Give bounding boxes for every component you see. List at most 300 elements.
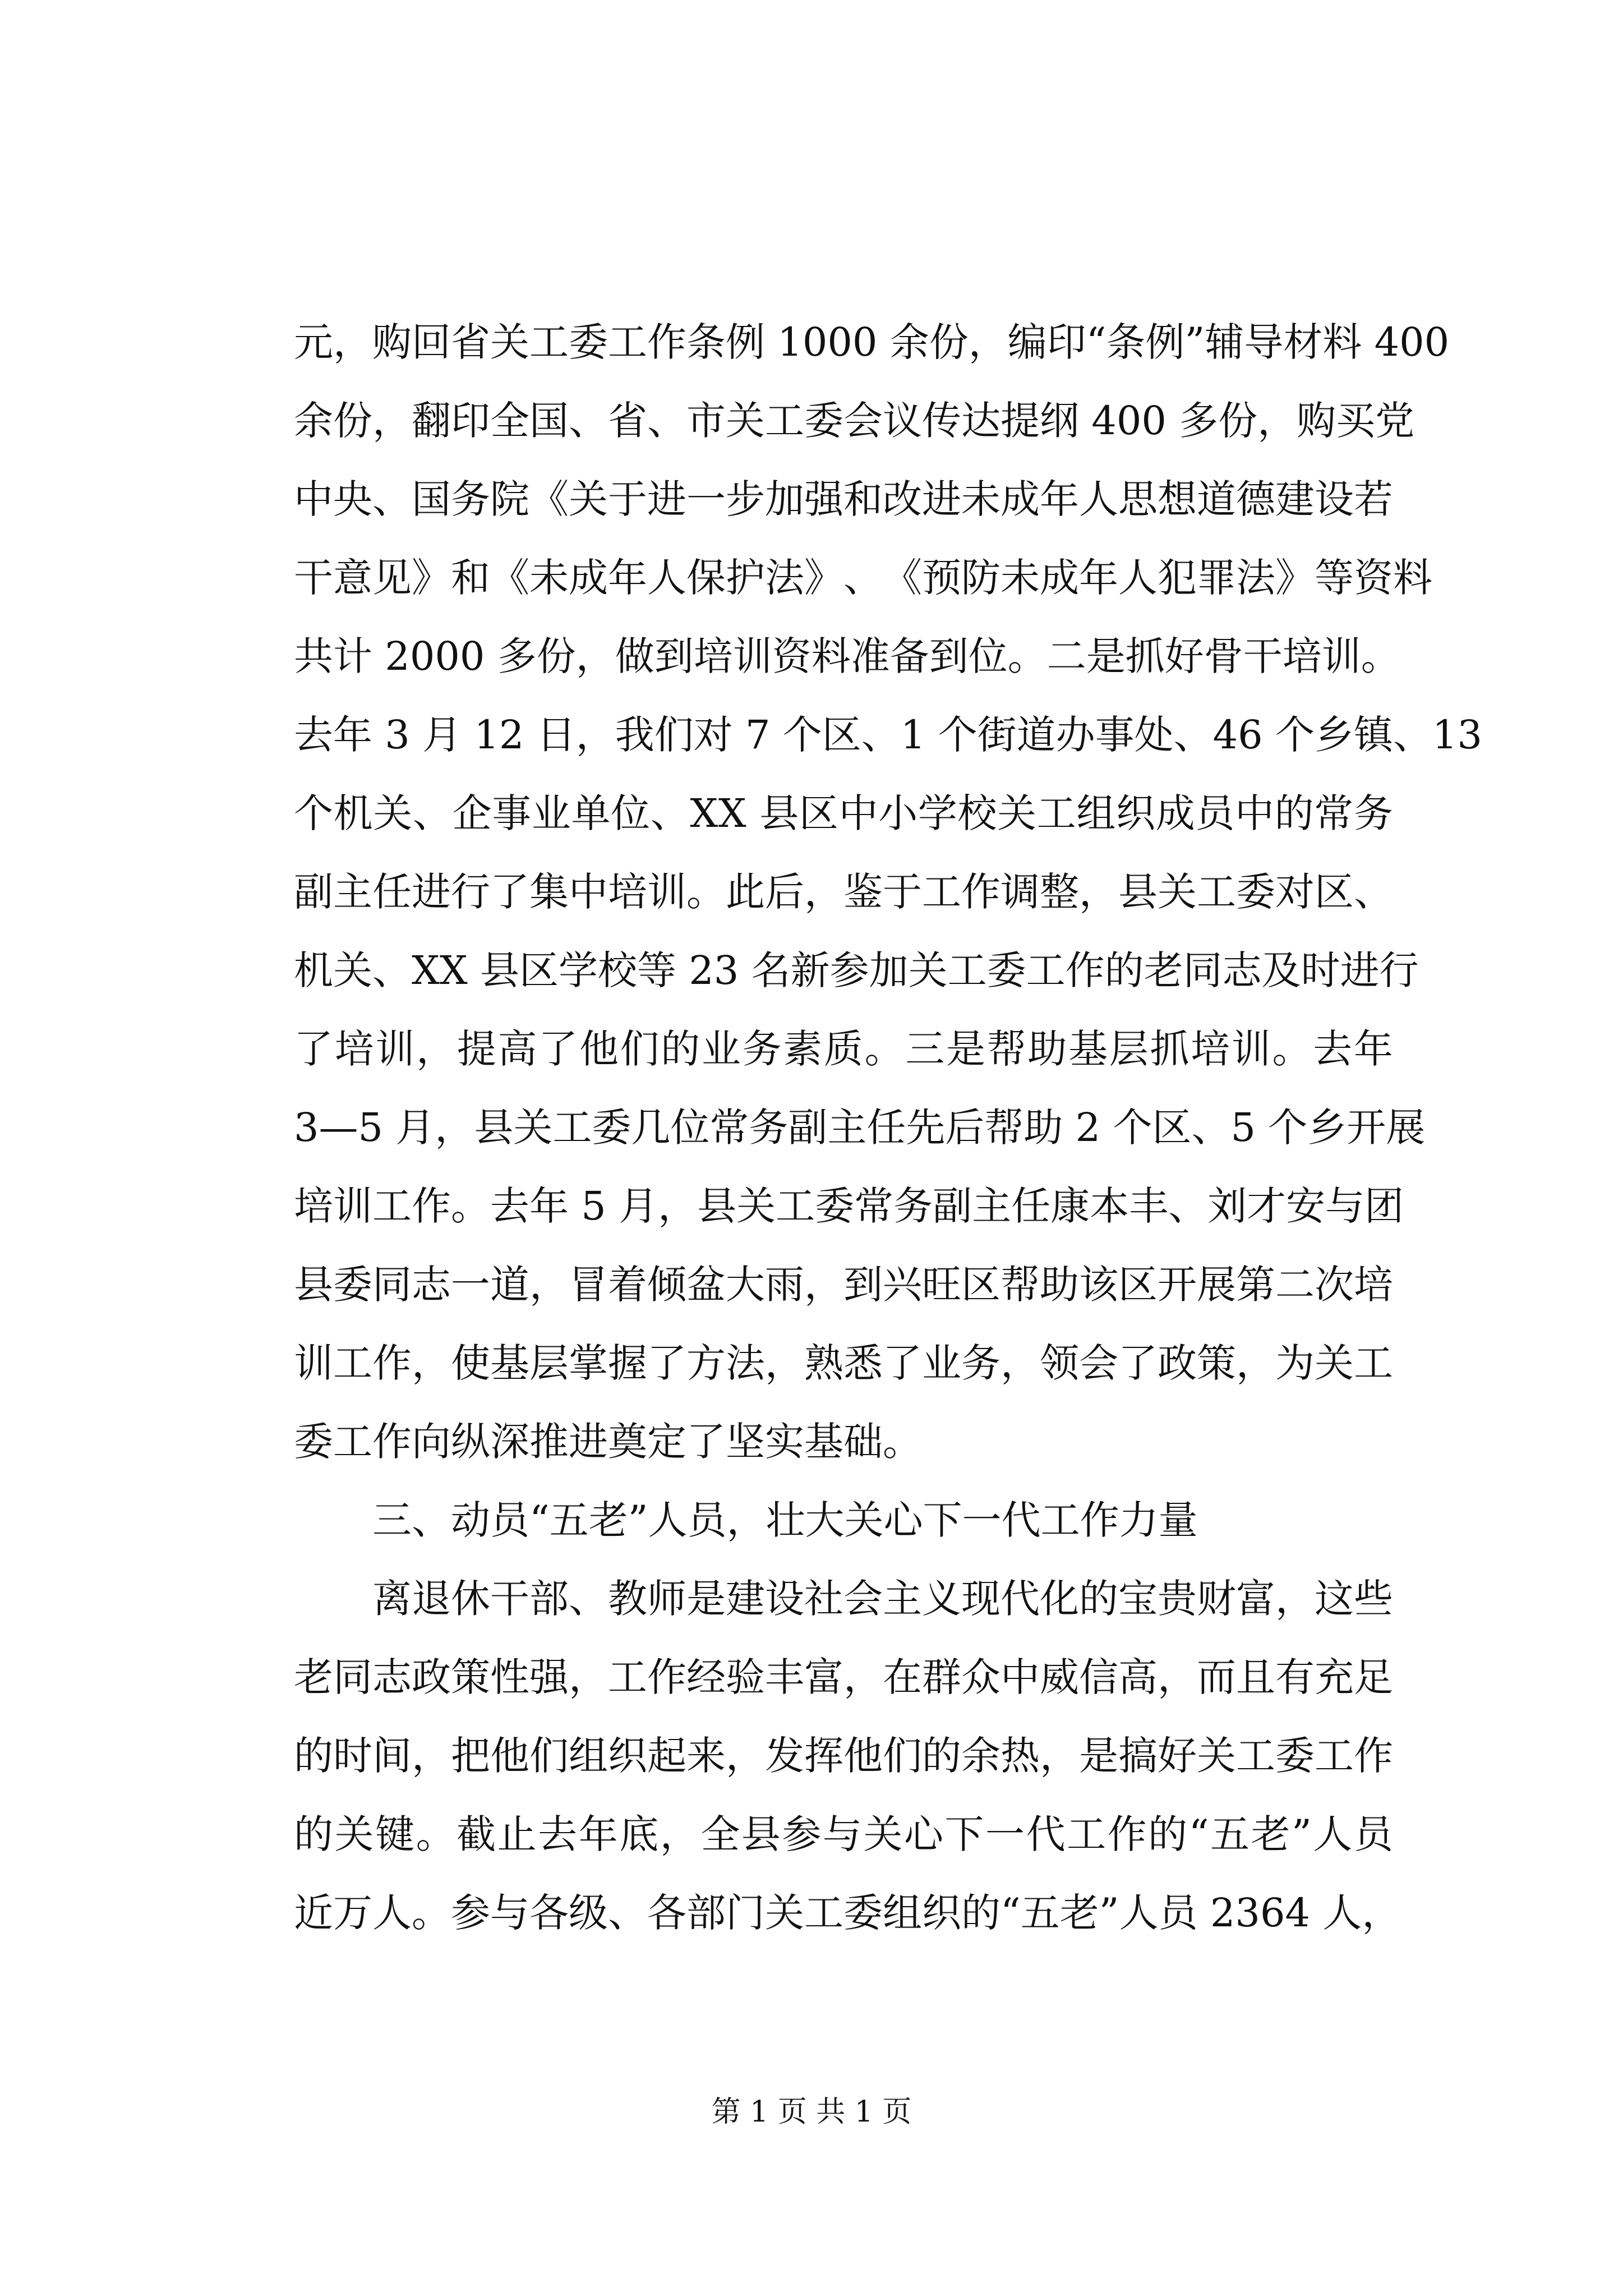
- text-char: 政: [412, 1654, 451, 1700]
- text-char: 万: [333, 1890, 372, 1936]
- text-char: 人: [1118, 555, 1158, 601]
- text-char: 且: [1236, 1654, 1275, 1700]
- text-char: 份: [333, 398, 372, 444]
- text-char: 乡: [1314, 712, 1354, 758]
- text-char: 基: [490, 1340, 529, 1386]
- text-char: 搞: [1118, 1733, 1158, 1779]
- text-char: 了: [647, 1340, 686, 1386]
- text-char: 中: [1000, 1654, 1040, 1700]
- text-char: 的: [961, 1890, 1000, 1936]
- text-char: 教: [608, 1576, 647, 1622]
- text-char: 设: [1315, 476, 1354, 522]
- text-char: 。: [416, 1811, 455, 1857]
- text-char: 关: [1197, 1733, 1236, 1779]
- text-char: 训: [375, 1026, 415, 1072]
- text-char: 加: [765, 476, 804, 522]
- text-char: 足: [1354, 1654, 1393, 1700]
- text-char: [410, 696, 422, 774]
- text-char: 3: [713, 947, 739, 993]
- text-char: 委: [1275, 1733, 1315, 1779]
- text-char: 鉴: [843, 869, 883, 915]
- text-char: 国: [529, 398, 569, 444]
- text-char: 强: [804, 476, 843, 522]
- text-char: 企: [452, 790, 492, 836]
- text-char: 把: [451, 1733, 490, 1779]
- text-char: 议: [883, 398, 922, 444]
- text-char: 机: [294, 947, 333, 993]
- text-char: 在: [883, 1654, 922, 1700]
- text-char: 的: [294, 1733, 333, 1779]
- text-char: 老: [294, 1654, 333, 1700]
- text-char: 参: [829, 947, 869, 993]
- text-char: “: [1086, 319, 1106, 365]
- text-char: 料: [1322, 319, 1362, 365]
- text-char: 例: [1145, 319, 1185, 365]
- text-char: 性: [490, 1654, 529, 1700]
- text-char: 预: [922, 555, 961, 601]
- text-char: 调: [1000, 869, 1040, 915]
- text-char: [925, 696, 938, 774]
- text-char: 下: [944, 1811, 984, 1857]
- text-char: 志: [412, 1262, 451, 1308]
- text-char: 0: [409, 633, 435, 679]
- text-char: 。: [1361, 633, 1400, 679]
- text-char: 关: [765, 1890, 804, 1936]
- text-char: 步: [726, 476, 765, 522]
- text-char: 。: [451, 1183, 490, 1229]
- text-char: 员: [1195, 790, 1235, 836]
- text-char: 大: [726, 1262, 765, 1308]
- text-char: 罪: [1197, 555, 1236, 601]
- text-char: 区: [799, 790, 838, 836]
- text-char: 训: [1321, 633, 1361, 679]
- text-line-15: 委工作向纵深推进奠定了坚实基础。: [294, 1419, 922, 1465]
- text-char: 县: [741, 1811, 781, 1857]
- text-char: 时: [333, 1733, 372, 1779]
- text-line-18: [294, 1638, 1393, 1717]
- text-char: 若: [1354, 476, 1393, 522]
- text-char: 份: [929, 319, 969, 365]
- text-char: 月: [619, 1183, 658, 1229]
- text-char: 刘: [1207, 1183, 1247, 1229]
- page-footer: 第 1 页 共 1 页: [711, 2095, 912, 2129]
- text-char: 关: [1315, 1340, 1354, 1386]
- text-char: 先: [906, 1105, 946, 1151]
- text-char: 才: [1247, 1183, 1287, 1229]
- text-char: ，: [372, 398, 412, 444]
- text-char: 县: [474, 1105, 514, 1151]
- text-char: 到: [654, 633, 694, 679]
- text-char: [1263, 696, 1275, 774]
- text-char: 关: [726, 398, 765, 444]
- text-char: 基: [1068, 1026, 1108, 1072]
- text-char: 业: [701, 1026, 741, 1072]
- text-char: 有: [1275, 1654, 1315, 1700]
- text-char: 任: [372, 869, 412, 915]
- text-char: 关: [513, 1105, 553, 1151]
- text-char: 常: [709, 1105, 749, 1151]
- text-char: 工: [552, 1105, 592, 1151]
- text-char: 印: [451, 398, 490, 444]
- text-char: 层: [529, 1340, 569, 1386]
- text-char: 5: [1230, 1105, 1256, 1151]
- text-char: 、: [1173, 712, 1213, 758]
- document-body: [294, 303, 1483, 1952]
- text-char: 委: [843, 1890, 883, 1936]
- text-char: ，: [968, 319, 1008, 365]
- text-char: 代: [1000, 1576, 1040, 1622]
- text-char: 6: [1238, 712, 1263, 758]
- text-char: [1362, 303, 1374, 381]
- text-char: 购: [372, 319, 412, 365]
- text-char: 富: [1236, 1576, 1275, 1622]
- text-char: 团: [1364, 1183, 1404, 1229]
- text-char: 名: [751, 947, 791, 993]
- text-char: 委: [815, 1183, 855, 1229]
- text-char: 关: [863, 1811, 903, 1857]
- text-char: 购: [1297, 398, 1336, 444]
- text-char: 余: [294, 398, 333, 444]
- text-char: 工: [1067, 1811, 1106, 1857]
- text-char: 校: [597, 947, 637, 993]
- text-char: 威: [1040, 1654, 1079, 1700]
- text-char: 全: [700, 1811, 740, 1857]
- text-char: 0: [827, 319, 852, 365]
- text-char: 工: [1354, 1340, 1393, 1386]
- text-char: 的: [922, 1733, 961, 1779]
- text-char: 委: [333, 1262, 372, 1308]
- text-char: 、: [1393, 712, 1432, 758]
- text-char: 工: [333, 1340, 372, 1386]
- text-char: 素: [783, 1026, 823, 1072]
- text-line-19: [294, 1717, 1393, 1795]
- text-char: 的: [1274, 790, 1314, 836]
- text-line-10: [294, 1010, 1393, 1088]
- text-char: 主: [883, 1576, 922, 1622]
- text-char: 工: [608, 319, 647, 365]
- text-char: 条: [686, 319, 726, 365]
- text-char: 到: [843, 1262, 883, 1308]
- text-char: 县: [294, 1262, 333, 1308]
- text-char: 导: [1244, 319, 1284, 365]
- text-char: 培: [608, 869, 647, 915]
- text-char: 员: [1158, 1890, 1198, 1936]
- text-char: 是: [1086, 633, 1126, 679]
- text-char: 、: [372, 947, 412, 993]
- text-char: 领: [1040, 1340, 1079, 1386]
- text-char: 训: [647, 869, 686, 915]
- text-char: 充: [1315, 1654, 1354, 1700]
- text-char: 副: [788, 1105, 828, 1151]
- text-char: 员: [1353, 1811, 1393, 1857]
- text-char: 是: [686, 1576, 726, 1622]
- text-char: 经: [686, 1654, 726, 1700]
- text-char: 个: [782, 712, 822, 758]
- text-char: 骨: [1204, 633, 1243, 679]
- text-char: [746, 774, 759, 853]
- text-char: 未: [529, 555, 569, 601]
- text-char: 印: [1046, 319, 1086, 365]
- text-char: 到: [929, 633, 969, 679]
- text-char: 0: [1116, 398, 1142, 444]
- text-char: 帮: [986, 1026, 1026, 1072]
- text-char: 间: [372, 1733, 412, 1779]
- text-char: 保: [686, 555, 726, 601]
- text-char: 2: [689, 947, 714, 993]
- text-char: 0: [435, 633, 460, 679]
- text-char: 工: [1236, 1733, 1275, 1779]
- text-char: 副: [933, 1183, 972, 1229]
- text-line-11: [294, 1088, 1426, 1167]
- text-char: 几: [631, 1105, 671, 1151]
- text-char: 区: [1315, 869, 1354, 915]
- text-char: 进: [412, 869, 451, 915]
- text-char: [1310, 1874, 1322, 1952]
- text-char: 关: [1158, 869, 1197, 915]
- text-char: 老: [1059, 1890, 1099, 1936]
- text-char: 去: [490, 1183, 529, 1229]
- text-char: 此: [726, 869, 765, 915]
- text-char: 级: [569, 1890, 608, 1936]
- text-char: 是: [946, 1026, 985, 1072]
- text-char: 参: [451, 1890, 490, 1936]
- text-char: 区: [822, 712, 861, 758]
- text-char: 月: [422, 712, 462, 758]
- text-char: 道: [1197, 476, 1236, 522]
- text-char: ，: [575, 712, 615, 758]
- text-char: 3: [1235, 1890, 1260, 1936]
- text-char: —: [319, 1105, 358, 1151]
- text-char: 师: [647, 1576, 686, 1622]
- text-char: 党: [1375, 398, 1415, 444]
- text-char: 任: [866, 1105, 906, 1151]
- text-char: 、: [608, 1890, 647, 1936]
- text-char: 成: [1000, 476, 1040, 522]
- text-char: 学: [558, 947, 598, 993]
- text-char: 委: [592, 1105, 631, 1151]
- text-char: 各: [529, 1890, 569, 1936]
- text-char: 现: [961, 1576, 1000, 1622]
- text-char: 一: [686, 476, 726, 522]
- text-char: 行: [1379, 947, 1419, 993]
- text-char: 、: [412, 790, 452, 836]
- text-char: 个: [1275, 712, 1315, 758]
- text-char: [485, 617, 497, 696]
- text-char: ，: [1000, 1340, 1040, 1386]
- text-char: 助: [1027, 1026, 1067, 1072]
- text-char: 对: [1275, 869, 1315, 915]
- text-char: 3: [1457, 712, 1483, 758]
- text-char: 5: [581, 1183, 606, 1229]
- text-char: 盆: [686, 1262, 726, 1308]
- text-char: 位: [670, 1105, 710, 1151]
- text-char: 加: [869, 947, 909, 993]
- text-char: 工: [922, 869, 961, 915]
- text-char: 街: [977, 712, 1017, 758]
- text-char: 人: [1322, 1890, 1362, 1936]
- text-char: 0: [852, 319, 878, 365]
- text-char: ”: [1184, 319, 1205, 365]
- text-char: 、: [1354, 869, 1393, 915]
- text-char: 3: [294, 1105, 319, 1151]
- text-char: 训: [732, 633, 772, 679]
- text-char: ，: [575, 633, 615, 679]
- text-char: [372, 696, 385, 774]
- text-char: 。: [1007, 633, 1047, 679]
- text-char: 了: [490, 869, 529, 915]
- text-char: 了: [1118, 1340, 1158, 1386]
- text-line-9: [294, 931, 1419, 1010]
- text-char: X: [718, 790, 746, 836]
- text-char: 旺: [922, 1262, 961, 1308]
- text-char: 位: [968, 633, 1008, 679]
- text-char: 年: [608, 555, 647, 601]
- text-char: 关: [373, 790, 413, 836]
- text-char: 全: [490, 398, 529, 444]
- text-char: 县: [697, 1183, 737, 1229]
- text-char: 务: [451, 476, 490, 522]
- text-char: 织: [1116, 790, 1156, 836]
- text-char: [1063, 1088, 1075, 1167]
- text-char: 宝: [1118, 1576, 1158, 1622]
- text-char: 我: [615, 712, 654, 758]
- text-char: 五: [1020, 1890, 1060, 1936]
- text-char: 达: [961, 398, 1000, 444]
- text-char: 》: [1275, 555, 1315, 601]
- text-char: 德: [1236, 476, 1275, 522]
- text-char: 委: [1236, 869, 1275, 915]
- text-char: 开: [1347, 1105, 1386, 1151]
- text-char: 与: [822, 1811, 862, 1857]
- text-char: 们: [654, 712, 694, 758]
- text-char: 了: [883, 1340, 922, 1386]
- text-char: 单: [571, 790, 611, 836]
- text-char: 建: [1275, 476, 1315, 522]
- text-char: 改: [883, 476, 922, 522]
- text-char: 安: [1286, 1183, 1326, 1229]
- text-char: [771, 696, 783, 774]
- text-line-5: [294, 617, 1400, 696]
- text-char: 0: [1141, 398, 1166, 444]
- text-char: ，: [804, 1262, 843, 1308]
- text-char: 众: [961, 1654, 1000, 1700]
- text-char: 《: [529, 476, 569, 522]
- text-char: 准: [850, 633, 890, 679]
- text-char: 工: [1315, 1733, 1354, 1779]
- text-char: ，: [1158, 1654, 1197, 1700]
- text-char: 底: [619, 1811, 659, 1857]
- text-char: 雨: [765, 1262, 804, 1308]
- text-char: 休: [451, 1576, 490, 1622]
- text-char: 0: [802, 319, 828, 365]
- text-char: 务: [1353, 790, 1393, 836]
- text-char: [765, 303, 777, 381]
- text-char: 代: [1026, 1811, 1066, 1857]
- text-char: ，: [412, 1340, 451, 1386]
- text-line-3: [294, 460, 1393, 539]
- text-char: 帮: [984, 1105, 1024, 1151]
- text-char: ，: [843, 1654, 883, 1700]
- text-char: 区: [1152, 1105, 1192, 1151]
- text-line-7: [294, 774, 1393, 853]
- text-char: 行: [451, 869, 490, 915]
- text-char: 展: [1386, 1105, 1426, 1151]
- text-char: 的: [1104, 947, 1144, 993]
- text-char: 务: [893, 1183, 933, 1229]
- text-char: 一: [451, 1262, 490, 1308]
- text-char: 多: [1179, 398, 1219, 444]
- text-char: 门: [726, 1890, 765, 1936]
- text-char: 例: [726, 319, 765, 365]
- text-char: 关: [490, 319, 529, 365]
- text-char: 进: [922, 476, 961, 522]
- text-char: 工: [372, 1183, 412, 1229]
- text-char: 倾: [647, 1262, 686, 1308]
- text-char: 、: [843, 555, 883, 601]
- text-char: 年: [529, 1183, 569, 1229]
- text-char: 条: [1106, 319, 1146, 365]
- text-char: 1: [1432, 712, 1458, 758]
- text-char: 参: [782, 1811, 822, 1857]
- text-char: 高: [1118, 1654, 1158, 1700]
- text-char: 与: [1325, 1183, 1365, 1229]
- text-char: 好: [1164, 633, 1204, 679]
- text-char: 校: [957, 790, 997, 836]
- text-char: 工: [1197, 869, 1236, 915]
- text-char: 材: [1283, 319, 1323, 365]
- text-char: 与: [490, 1890, 529, 1936]
- text-char: 的: [294, 1811, 333, 1857]
- text-line-21: [294, 1874, 1401, 1952]
- text-char: 后: [765, 869, 804, 915]
- text-char: 国: [412, 476, 451, 522]
- text-char: 法: [1236, 555, 1275, 601]
- text-char: 心: [903, 1811, 943, 1857]
- text-char: [676, 931, 689, 1010]
- text-char: 备: [889, 633, 929, 679]
- text-char: 方: [686, 1340, 726, 1386]
- text-char: 法: [726, 1340, 765, 1386]
- text-char: 1: [777, 319, 803, 365]
- text-char: 干: [1243, 633, 1283, 679]
- text-char: 4: [1374, 319, 1400, 365]
- text-char: 组: [883, 1890, 922, 1936]
- text-char: 区: [1118, 1262, 1158, 1308]
- text-char: 位: [611, 790, 651, 836]
- text-char: X: [439, 947, 468, 993]
- text-char: 2: [1075, 1105, 1101, 1151]
- text-char: 央: [333, 476, 372, 522]
- text-char: 中: [294, 476, 333, 522]
- text-char: 展: [1197, 1262, 1236, 1308]
- text-char: 财: [1197, 1576, 1236, 1622]
- text-char: 助: [1023, 1105, 1063, 1151]
- text-char: 的: [661, 1026, 700, 1072]
- text-char: ”: [1292, 1811, 1312, 1857]
- text-char: 进: [1340, 947, 1380, 993]
- text-char: 年: [1040, 476, 1079, 522]
- text-char: 集: [529, 869, 569, 915]
- text-char: [606, 1167, 619, 1245]
- text-char: 主: [333, 869, 372, 915]
- text-char: 训: [294, 1340, 333, 1386]
- text-char: 志: [372, 1654, 412, 1700]
- text-char: 整: [1040, 869, 1079, 915]
- text-char: 是: [1079, 1733, 1118, 1779]
- text-char: 业: [531, 790, 571, 836]
- text-char: [1100, 1088, 1113, 1167]
- text-char: ，: [412, 1733, 451, 1779]
